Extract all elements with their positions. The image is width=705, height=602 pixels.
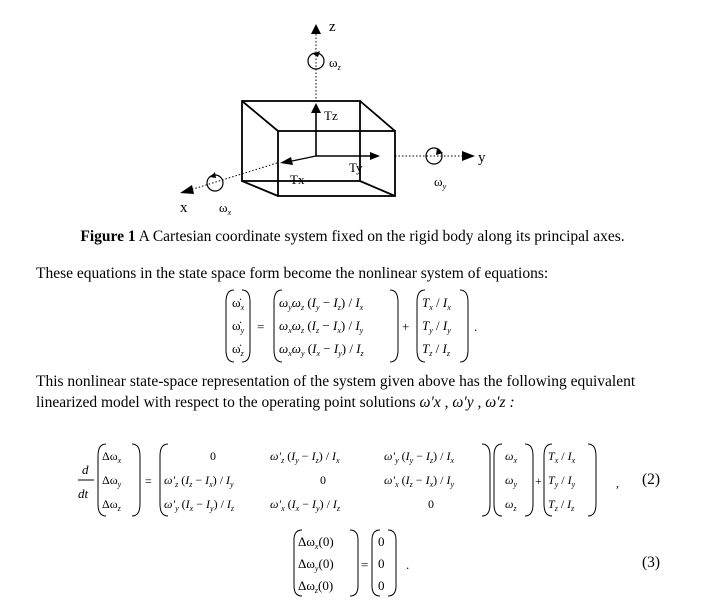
- paragraph-state-space: These equations in the state space form become the nonlinear system of equations:: [36, 265, 549, 282]
- svg-text:0: 0: [378, 578, 385, 593]
- svg-text:Tx / Ix: $T_x / I_x$: [422, 295, 451, 312]
- svg-text:ωyωz (Iy − Iz) / Ix: $\omega_y\omega_z$ $(I_y - I_z) / I_x$: [279, 295, 364, 312]
- y-axis-arrow: [462, 151, 475, 161]
- svg-text:ω̇z: $\omegȧ_z$: [232, 341, 244, 358]
- svg-text:ω′y (Ix − Iy) / Iz: $\omega'_y$ $(I_x - I_y) / I_z$: [164, 497, 235, 513]
- svg-text:ωxωy (Ix − Iy) / Iz: $\omega_x\omega_y$ $(I_x - I_y) / I_z$: [279, 341, 364, 358]
- figure-label: Figure 1: [80, 228, 136, 245]
- figure-caption-text: A Cartesian coordinate system fixed on the rigid body along its principal axes.: [135, 228, 625, 245]
- box-edge-tl: [242, 101, 278, 131]
- svg-text:Δωx: $\Delta\omega_x$: [102, 449, 122, 465]
- svg-text:0: 0: [378, 556, 385, 571]
- svg-text:ω′z (Iy − Iz) / Ix: $\omega'_z$ $(I_y - I_z) / I_x$: [270, 449, 340, 465]
- svg-text:Δωz: $\Delta\omega_z$: [102, 497, 121, 513]
- axis-z-label: z: [329, 19, 336, 35]
- svg-text:0: 0: [378, 534, 385, 549]
- omega-z-label: $\omega_z$: [329, 55, 341, 72]
- svg-text:+: +: [402, 319, 410, 334]
- svg-text:Ty / Iy: $T_y / I_y$: [548, 473, 576, 489]
- svg-text:ω̇x: $\omegȧ_x$: [232, 295, 245, 312]
- figure-caption: [0, 228, 705, 246]
- svg-text:ω′x (Iz − Ix) / Iy: $\omega'_x$ $(I_z - I_x) / I_y$: [384, 473, 455, 489]
- axis-x-label: x: [180, 200, 188, 216]
- svg-text:Δωy(0): $\Delta\omega_y(0)$: [298, 556, 334, 573]
- paragraph-linearized-text: linearized model with respect to the operating point solutions: [36, 394, 416, 411]
- svg-text:Δωx(0): $\Delta\omega_x(0)$: [298, 534, 334, 551]
- svg-text:0: 0: [210, 449, 216, 463]
- ty-label: Ty: [349, 160, 363, 175]
- axis-y-label: y: [478, 150, 486, 166]
- svg-text:Δωy: $\Delta\omega_y$: [102, 473, 122, 489]
- svg-text:Tx / Ix: $T_x / I_x$: [548, 449, 576, 465]
- z-axis-arrow: [311, 24, 321, 34]
- tz-label: Tz: [324, 108, 338, 123]
- paragraph-linearized-line1: This nonlinear state-space representation of the system given above has the following equivalent: [36, 373, 636, 390]
- svg-text:Δωz(0): $\Delta\omega_z(0)$: [298, 578, 334, 595]
- svg-text:=: =: [361, 557, 369, 572]
- svg-text:=: =: [145, 474, 152, 488]
- omega-x-label: $\omega_x$: [219, 200, 232, 217]
- figure-1-diagram: [0, 0, 705, 225]
- svg-text:0: 0: [320, 473, 326, 487]
- svg-text:.: .: [406, 557, 410, 572]
- omega-y-label: $\omega_y$: [434, 174, 447, 191]
- svg-text:+: +: [535, 474, 542, 488]
- paragraph-linearized-line2: [36, 393, 515, 413]
- svg-text:dt: dt: [78, 486, 89, 501]
- svg-text:ω̇y: $\omegȧ_y$: [232, 318, 245, 335]
- box-edge-tr: [360, 101, 395, 131]
- svg-text:=: =: [257, 319, 265, 334]
- equation-linearized-model: [70, 438, 630, 522]
- svg-text:ωz: $\omega_z$: [505, 497, 517, 513]
- svg-text:d: d: [82, 462, 89, 477]
- x-axis-arrow: [180, 185, 194, 194]
- svg-text:ωy: $\omega_y$: [505, 473, 518, 489]
- svg-text:Tz / Iz: $T_z / I_z$: [548, 497, 575, 513]
- equation-2-number: (2): [642, 471, 661, 488]
- operating-points: ω′x , ω′y , ω′z :: [419, 394, 515, 411]
- svg-text:Ty / Iy: $T_y / I_y$: [422, 318, 451, 335]
- svg-text:ωx: $\omega_x$: [505, 449, 518, 465]
- svg-text:,: ,: [616, 476, 619, 490]
- svg-text:ω′y (Iy − Iz) / Ix: $\omega'_y$ $(I_y - I_z) / I_x$: [384, 449, 455, 465]
- svg-text:.: .: [474, 319, 478, 334]
- x-axis-line: [190, 163, 277, 190]
- svg-text:ω′z (Iz − Ix) / Iy: $\omega'_z$ $(I_z - I_x) / I_y$: [164, 473, 234, 489]
- box-edge-br: [360, 181, 395, 196]
- tx-label: Tx: [290, 172, 305, 187]
- tz-arrow-head: [311, 103, 321, 113]
- ty-arrow-head: [370, 152, 380, 160]
- equation-nonlinear-system: [220, 287, 490, 365]
- tx-arrow-head: [280, 157, 293, 165]
- equation-initial-conditions: [290, 526, 420, 600]
- svg-text:Tz / Iz: $T_z / I_z$: [422, 341, 450, 358]
- tx-arrow-shaft: [292, 156, 316, 161]
- svg-text:ω′x (Ix − Iy) / Iz: $\omega'_x$ $(I_x - I_y) / I_z$: [270, 497, 341, 513]
- box-edge-bl: [242, 181, 278, 196]
- equation-3-number: (3): [642, 554, 661, 571]
- svg-text:ωxωz (Iz − Ix) / Iy: $\omega_x\omega_z$ $(I_z - I_x) / I_y$: [279, 318, 364, 335]
- svg-text:0: 0: [428, 497, 434, 511]
- box-back-face: [242, 101, 360, 181]
